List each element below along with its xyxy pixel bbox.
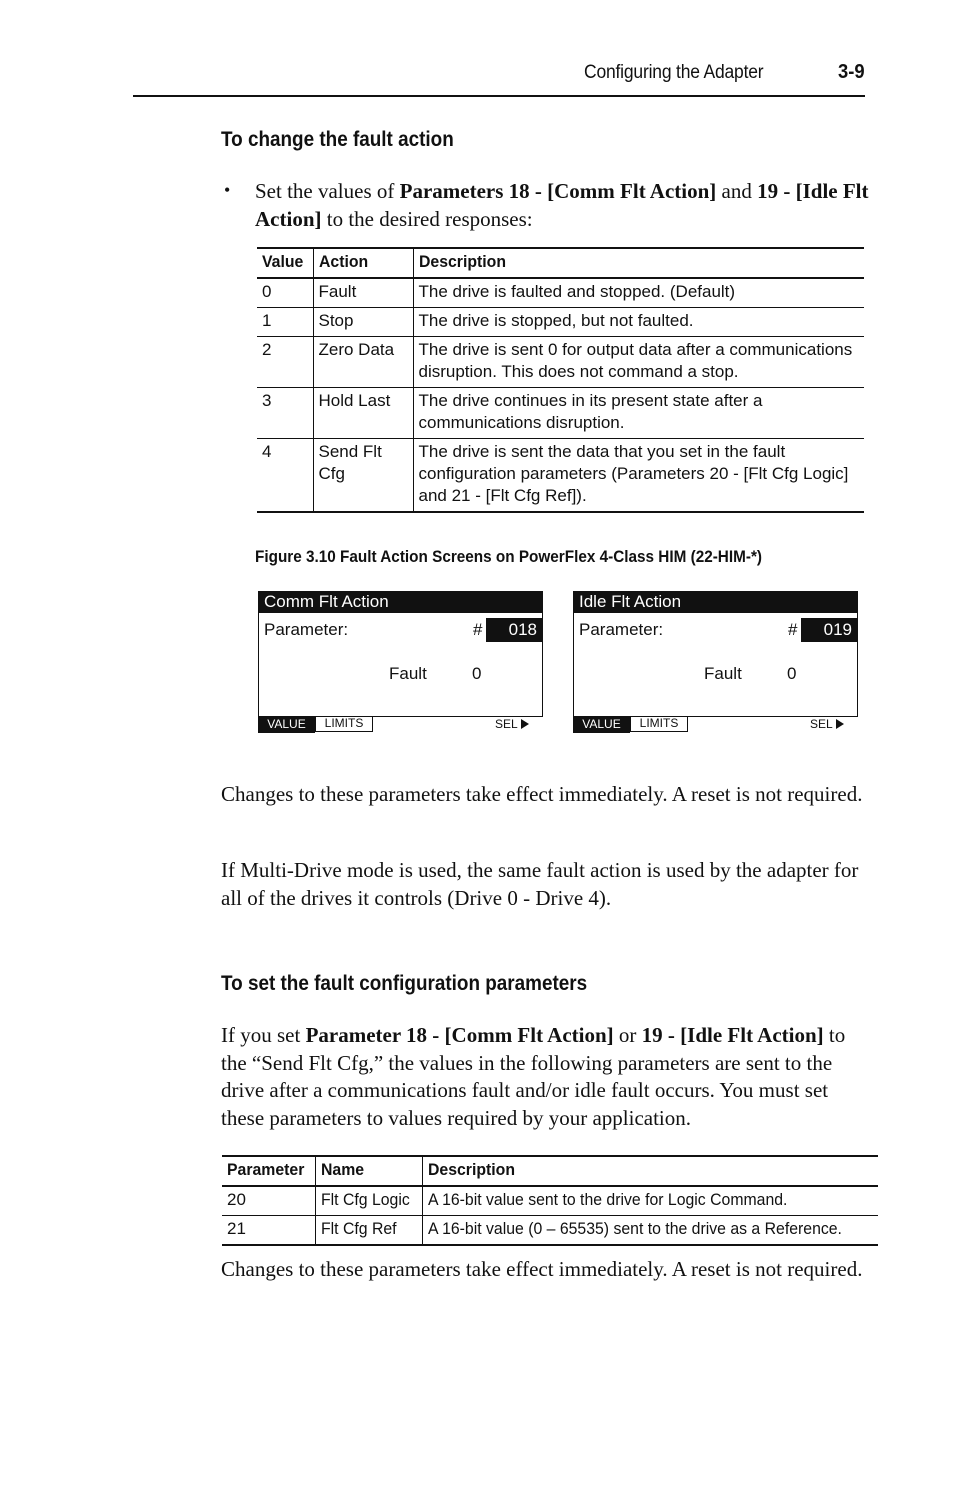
table-row (222, 1216, 878, 1246)
table-row (257, 308, 864, 337)
him-softkey-bar (258, 716, 543, 733)
table-row (257, 439, 864, 513)
section-heading-fault-action: To change the fault action (221, 128, 454, 151)
him-softkey-sel: SEL (495, 716, 529, 733)
bullet-marker: • (224, 180, 231, 200)
him-parameter-number: 018 (486, 618, 542, 642)
page-number: 3-9 (838, 61, 865, 83)
him-parameter-label: Parameter: (579, 620, 664, 639)
table-cell: The drive is sent the data that you set in the fault configuration parameters (Parameters 20 - [Flt Cfg Logic] and 21 - [Flt Cfg Ref]). (413, 439, 864, 513)
table-cell: Zero Data (313, 337, 413, 388)
him-value-number: 0 (787, 664, 797, 683)
body-paragraph-multidrive: If Multi-Drive mode is used, the same fault action is used by the adapter for all of the drives it controls (Drive 0 - Drive 4). (221, 858, 859, 910)
figure-caption: Figure 3.10 Fault Action Screens on PowerFlex 4-Class HIM (22-HIM-*) (255, 547, 763, 566)
table-cell: 20 (222, 1186, 316, 1216)
column-header: Value (262, 252, 304, 271)
him-softkey-value: VALUE (258, 716, 315, 733)
table-cell: Hold Last (313, 388, 413, 439)
table-cell: Flt Cfg Logic (316, 1186, 422, 1216)
table-row (257, 278, 864, 308)
him-value-name: Fault (704, 664, 742, 683)
header-rule (133, 95, 865, 97)
table-row (222, 1186, 878, 1216)
table-cell: 21 (222, 1216, 316, 1246)
column-header: Description (418, 252, 506, 271)
table-cell: 4 (257, 439, 313, 513)
him-softkey-limits: LIMITS (630, 716, 688, 732)
table-cell: 2 (257, 337, 313, 388)
table-cell: Fault (313, 278, 413, 308)
him-parameter-number: 019 (801, 618, 857, 642)
table-cell: 0 (257, 278, 313, 308)
fault-config-table (222, 1155, 878, 1246)
fault-action-table (257, 247, 864, 513)
him-softkey-value: VALUE (573, 716, 630, 733)
column-header: Description (427, 1160, 515, 1179)
column-header: Parameter (227, 1160, 305, 1179)
body-paragraph-send-flt-cfg: If you set Parameter 18 - [Comm Flt Action] or 19 - [Idle Flt Action] to the “Send Flt Cfg,” the values in the following parameters are sent to the drive after a communications fault and/or idle fault occurs. You must set these parameters to values required by your application. (221, 1023, 846, 1130)
him-value-number: 0 (472, 664, 482, 683)
table-cell: The drive is sent 0 for output data after a communications disruption. This does not command a stop. (413, 337, 864, 388)
him-title-bar (258, 591, 543, 613)
body-paragraph-reset-2: Changes to these parameters take effect immediately. A reset is not required. (221, 1257, 863, 1281)
table-cell: Stop (313, 308, 413, 337)
running-header-title: Configuring the Adapter (584, 62, 764, 83)
table-row (257, 388, 864, 439)
him-softkey-sel: SEL (810, 716, 844, 733)
table-cell: 1 (257, 308, 313, 337)
table-cell: Flt Cfg Ref (316, 1216, 422, 1246)
bullet-instruction: Set the values of Parameters 18 - [Comm Flt Action] and 19 - [Idle Flt Action] to the desired responses: (255, 179, 869, 231)
play-arrow-icon (836, 719, 844, 729)
table-cell: 3 (257, 388, 313, 439)
column-header: Name (321, 1160, 365, 1179)
table-cell: The drive is faulted and stopped. (Default) (413, 278, 864, 308)
him-title: Comm Flt Action (264, 592, 389, 611)
table-cell: A 16-bit value (0 – 65535) sent to the drive as a Reference. (422, 1216, 878, 1246)
him-parameter-label: Parameter: (264, 620, 349, 639)
table-cell: The drive continues in its present state after a communications disruption. (413, 388, 864, 439)
him-value-name: Fault (389, 664, 427, 683)
table-cell: The drive is stopped, but not faulted. (413, 308, 864, 337)
him-screen-comm-flt-action (258, 591, 543, 733)
section-heading-fault-config: To set the fault configuration parameters (221, 972, 588, 995)
table-header-row (222, 1156, 878, 1186)
table-cell: Send Flt Cfg (313, 439, 413, 513)
him-softkey-limits: LIMITS (315, 716, 373, 732)
table-header-row (257, 248, 864, 278)
him-hash-symbol: # (788, 620, 798, 639)
him-screen-idle-flt-action (573, 591, 858, 733)
table-row (257, 337, 864, 388)
him-hash-symbol: # (473, 620, 483, 639)
column-header: Action (318, 252, 368, 271)
him-title-bar (573, 591, 858, 613)
table-cell: A 16-bit value sent to the drive for Logic Command. (422, 1186, 878, 1216)
body-paragraph-reset: Changes to these parameters take effect immediately. A reset is not required. (221, 782, 863, 806)
him-softkey-bar (573, 716, 858, 733)
him-title: Idle Flt Action (579, 592, 682, 611)
play-arrow-icon (521, 719, 529, 729)
